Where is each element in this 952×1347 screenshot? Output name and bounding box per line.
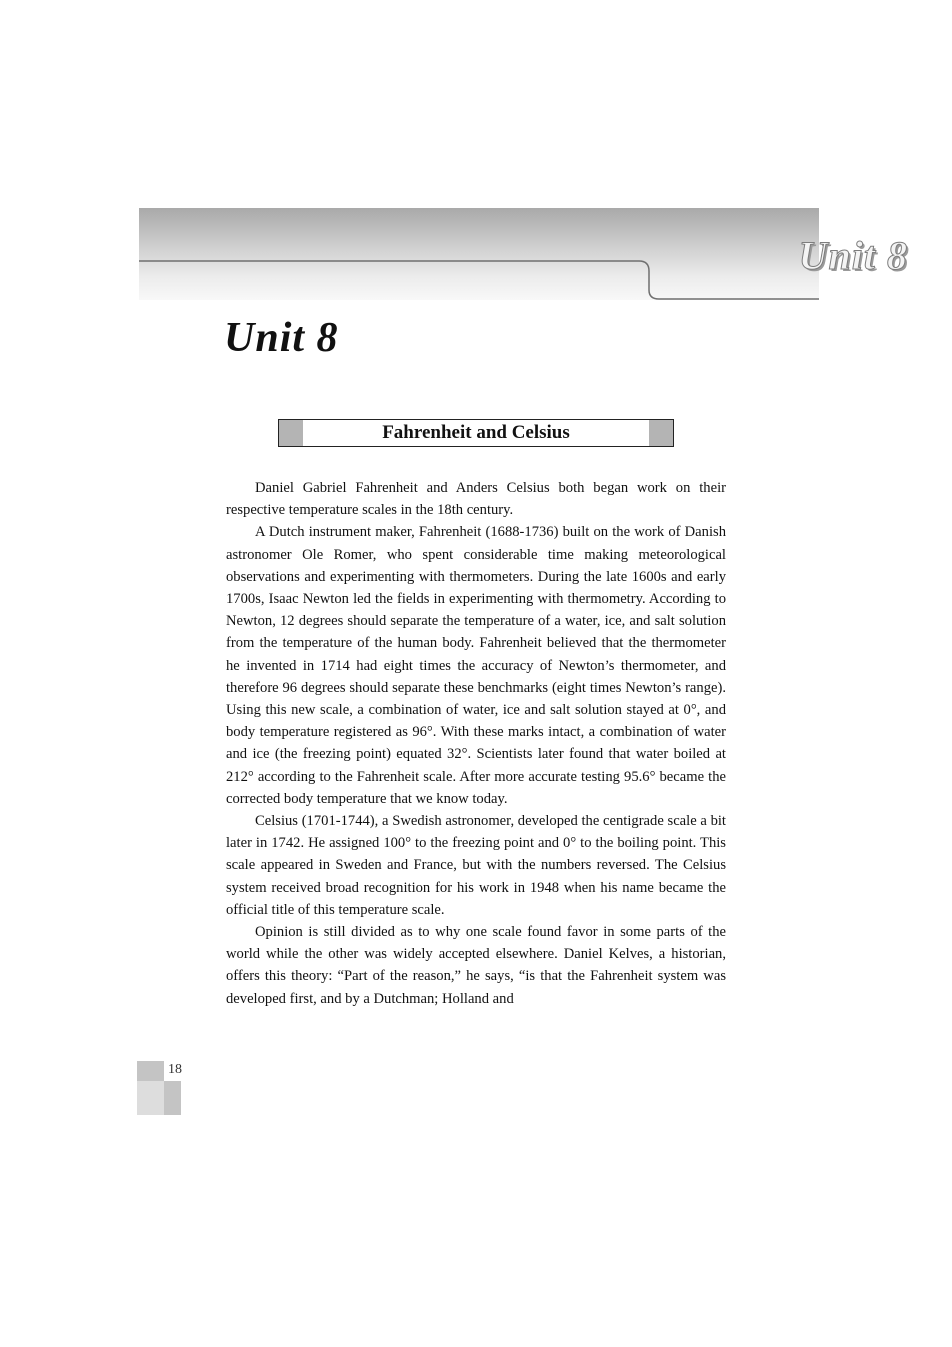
paragraph: Daniel Gabriel Fahrenheit and Anders Celsius both began work on their respective temperature scales in the 18th century.	[226, 480, 726, 519]
page-number: 18	[168, 1062, 182, 1077]
title-box-right-tab	[649, 420, 673, 446]
corner-tile	[137, 1061, 164, 1081]
header-tab-outline	[139, 208, 819, 300]
corner-tile	[137, 1081, 164, 1115]
paragraph: Opinion is still divided as to why one scale found favor in some parts of the world while the other was widely accepted elsewhere. Daniel Kelves, a historian, offers this theory: “Part of the reason,” he says, “is that the Fahrenheit system was developed first, and by a Dutchman; Holland and	[226, 924, 726, 1007]
corner-tile	[164, 1081, 181, 1115]
paragraph: A Dutch instrument maker, Fahrenheit (1688-1736) built on the work of Danish astronomer Ole Romer, who spent considerable time making meteorological observations and experimenting with thermometers. During the late 1600s and early 1700s, Isaac Newton led the fields in experimenting with thermometry. According to Newton, 12 degrees should separate the temperature of a water, ice, and salt solution from the temperature of the human body. Fahrenheit believed that the thermometer he invented in 1714 had eight times the accuracy of Newton’s thermometer, and therefore 96 degrees should separate these benchmarks (eight times Newton’s range). Using this new scale, a combination of water, ice and salt solution stayed at 0°, and body temperature registered as 96°. With these marks intact, a combination of water and ice (the freezing point) equated 32°. Scientists later found that water boiled at 212° according to the Fahrenheit scale. After more accurate testing 95.6° became the corrected body temperature that we know today.	[226, 524, 726, 807]
title-box-left-tab	[279, 420, 303, 446]
article-body	[226, 477, 726, 1010]
paragraph: Celsius (1701-1744), a Swedish astronomer, developed the centigrade scale a bit later in 1742. He assigned 100° to the freezing point and 0° to the boiling point. This scale appeared in Sweden and France, but with the numbers reversed. The Celsius system received broad recognition for his work in 1948 when his name became the official title of this temperature scale.	[226, 813, 726, 918]
unit-title: Unit 8	[224, 315, 339, 361]
article-title-box	[278, 419, 674, 447]
article-title: Fahrenheit and Celsius	[382, 422, 570, 443]
running-header-title: Unit 8	[798, 233, 908, 278]
